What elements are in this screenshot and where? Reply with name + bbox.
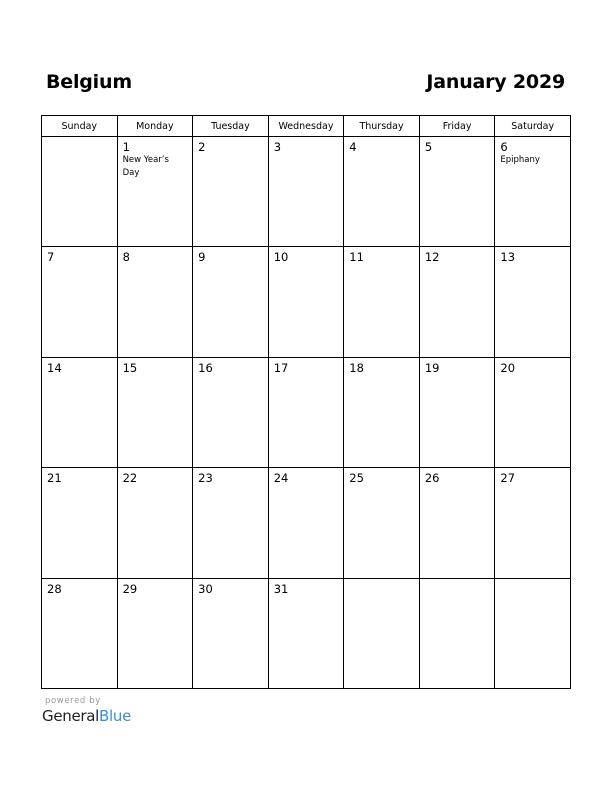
day-number: 19 <box>424 360 440 375</box>
day-number: 18 <box>349 360 364 375</box>
brand-blue-text: Blue <box>99 707 132 725</box>
day-cell <box>268 357 344 467</box>
day-cell <box>42 357 118 467</box>
day-cell <box>42 468 118 578</box>
day-cell <box>495 137 571 247</box>
weekday-header: Monday <box>117 116 193 137</box>
day-cell <box>495 578 571 688</box>
day-cell <box>268 137 344 247</box>
weekday-header: Sunday <box>42 116 118 137</box>
day-cell <box>344 137 420 247</box>
day-cell <box>193 137 269 247</box>
holiday-label: Epiphany <box>500 155 540 165</box>
day-cell <box>193 357 269 467</box>
day-cell <box>268 578 344 688</box>
day-number: 26 <box>424 471 440 486</box>
day-number: 14 <box>47 360 62 375</box>
weekday-header: Tuesday <box>193 116 269 137</box>
day-cell <box>193 247 269 357</box>
footer-branding <box>42 696 131 725</box>
day-cell <box>419 357 495 467</box>
day-number: 15 <box>122 360 138 375</box>
day-cell <box>42 137 118 247</box>
day-cell <box>419 468 495 578</box>
day-number: 27 <box>500 471 516 486</box>
day-number: 29 <box>122 581 138 596</box>
day-cell <box>268 247 344 357</box>
day-cell <box>419 578 495 688</box>
day-cell <box>344 578 420 688</box>
day-cell <box>419 137 495 247</box>
day-cell <box>117 137 193 247</box>
weekday-header: Wednesday <box>268 116 344 137</box>
day-number: 7 <box>47 250 55 265</box>
day-cell <box>193 468 269 578</box>
brand-general-text: General <box>42 707 100 725</box>
day-number: 13 <box>500 250 516 265</box>
day-cell <box>193 578 269 688</box>
week-row <box>42 578 571 688</box>
day-number: 16 <box>198 360 213 375</box>
week-row <box>42 468 571 578</box>
day-number: 20 <box>500 360 516 375</box>
day-number: 2 <box>198 140 206 154</box>
day-cell <box>419 247 495 357</box>
day-number: 1 <box>122 140 130 154</box>
day-number: 21 <box>47 471 62 486</box>
day-cell <box>42 247 118 357</box>
holiday-label: New Year’s Day <box>122 155 169 178</box>
day-number: 11 <box>349 250 364 265</box>
day-cell <box>495 357 571 467</box>
day-number: 10 <box>273 250 289 265</box>
day-number: 22 <box>122 471 138 486</box>
day-cell <box>117 468 193 578</box>
day-cell <box>117 247 193 357</box>
day-cell <box>117 357 193 467</box>
day-number: 28 <box>47 581 62 596</box>
day-number: 6 <box>500 140 508 154</box>
day-number: 24 <box>273 471 289 486</box>
day-cell <box>117 578 193 688</box>
month-year-title: January 2029 <box>426 71 565 93</box>
day-number: 9 <box>198 250 206 265</box>
weekday-header: Friday <box>419 116 495 137</box>
day-number: 30 <box>198 581 213 596</box>
weekday-header: Saturday <box>495 116 571 137</box>
day-cell <box>344 247 420 357</box>
day-number: 5 <box>424 140 433 154</box>
day-number: 25 <box>349 471 364 486</box>
day-number: 4 <box>349 140 357 154</box>
weekday-header-row <box>42 116 571 137</box>
week-row <box>42 247 571 357</box>
week-row <box>42 357 571 467</box>
day-number: 31 <box>273 581 289 596</box>
generalblue-logo <box>42 707 131 725</box>
day-cell <box>344 468 420 578</box>
calendar-grid <box>41 115 571 689</box>
day-number: 17 <box>273 360 289 375</box>
week-row <box>42 137 571 247</box>
day-number: 8 <box>122 250 130 265</box>
powered-by-label: powered by <box>45 696 101 706</box>
day-cell <box>42 578 118 688</box>
day-cell <box>495 247 571 357</box>
day-number: 12 <box>424 250 440 265</box>
day-cell <box>268 468 344 578</box>
weekday-header: Thursday <box>344 116 420 137</box>
country-title: Belgium <box>46 71 132 93</box>
day-cell <box>344 357 420 467</box>
day-cell <box>495 468 571 578</box>
day-number: 23 <box>198 471 213 486</box>
day-number: 3 <box>273 140 282 154</box>
